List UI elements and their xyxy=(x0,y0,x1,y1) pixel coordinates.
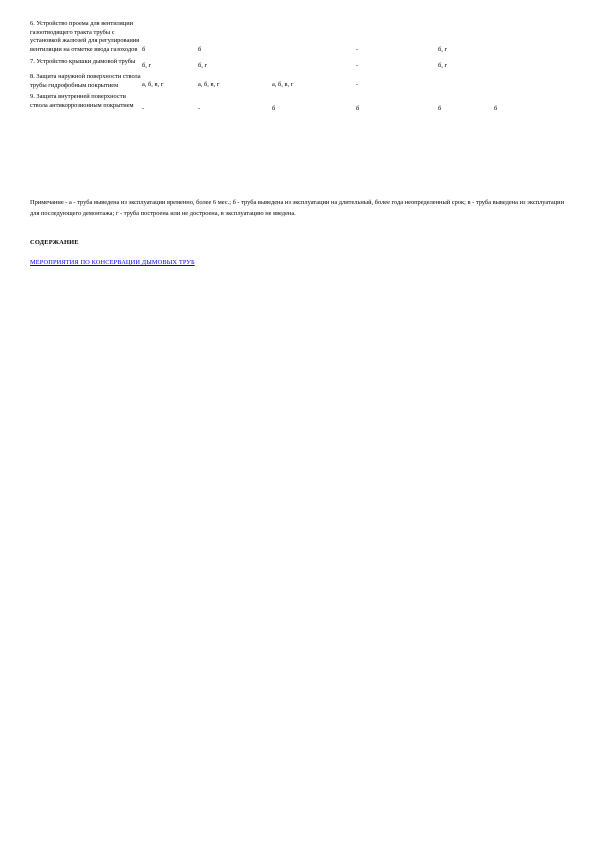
table-cell: б xyxy=(272,105,276,113)
conservation-measures-table xyxy=(30,20,570,114)
table-row xyxy=(30,93,570,114)
table-cell: а, б, в, г xyxy=(142,81,164,89)
table-cell xyxy=(438,73,494,93)
table-cell xyxy=(272,20,356,58)
table-cell: - xyxy=(142,105,145,113)
table-cell: б xyxy=(494,105,498,113)
table-cell xyxy=(494,20,570,58)
table-cell: - xyxy=(198,105,201,113)
table-cell: б xyxy=(198,46,202,53)
contents-heading: СОДЕРЖАНИЕ xyxy=(30,239,79,246)
table-cell xyxy=(494,73,570,93)
table-row xyxy=(30,58,570,74)
table-cell: а, б, в, г xyxy=(198,81,220,89)
row-label: 7. Устройство крышки дымовой трубы xyxy=(30,57,136,65)
table-cell: б xyxy=(356,105,360,113)
table-cell: б xyxy=(438,105,442,113)
table-row xyxy=(30,73,570,93)
table-cell xyxy=(272,58,356,74)
table-row xyxy=(30,20,570,58)
table-cell: б, г xyxy=(438,61,448,69)
toc-link-conservation-measures[interactable]: МЕРОПРИЯТИЯ ПО КОНСЕРВАЦИИ ДЫМОВЫХ ТРУБ xyxy=(30,259,195,266)
row-label: 8. Защита наружной поверхности ствола трубы гидрофобным покрытием xyxy=(30,73,141,89)
table-cell: - xyxy=(356,46,359,53)
row-label: 6. Устройство проема для вентиляции газоотводящего тракта трубы с установкой жалюзей для регулирования вентиляции на отметке ввода газоходов xyxy=(30,20,140,53)
table-cell: б, г xyxy=(142,61,152,69)
table-note: Примечание - а - труба выведена из эксплуатации временно, более 6 мес.; б - труба выведена из эксплуатации на длительный, более года неопределенный срок; в - труба выведена из эксплуатации для последующего демонтажа; г - труба построена или не достроена, в эксплуатацию не введена. xyxy=(30,199,565,217)
table-cell: б xyxy=(142,46,146,53)
table-cell: - xyxy=(356,81,359,89)
table-cell: б, г xyxy=(438,46,448,53)
table-cell: б, г xyxy=(198,61,208,69)
row-label: 9. Защита внутренней поверхности ствола антикоррозионным покрытием xyxy=(30,93,134,109)
table-cell xyxy=(494,58,570,74)
table-cell: - xyxy=(356,61,359,69)
table-cell: а, б, в, г xyxy=(272,81,294,89)
